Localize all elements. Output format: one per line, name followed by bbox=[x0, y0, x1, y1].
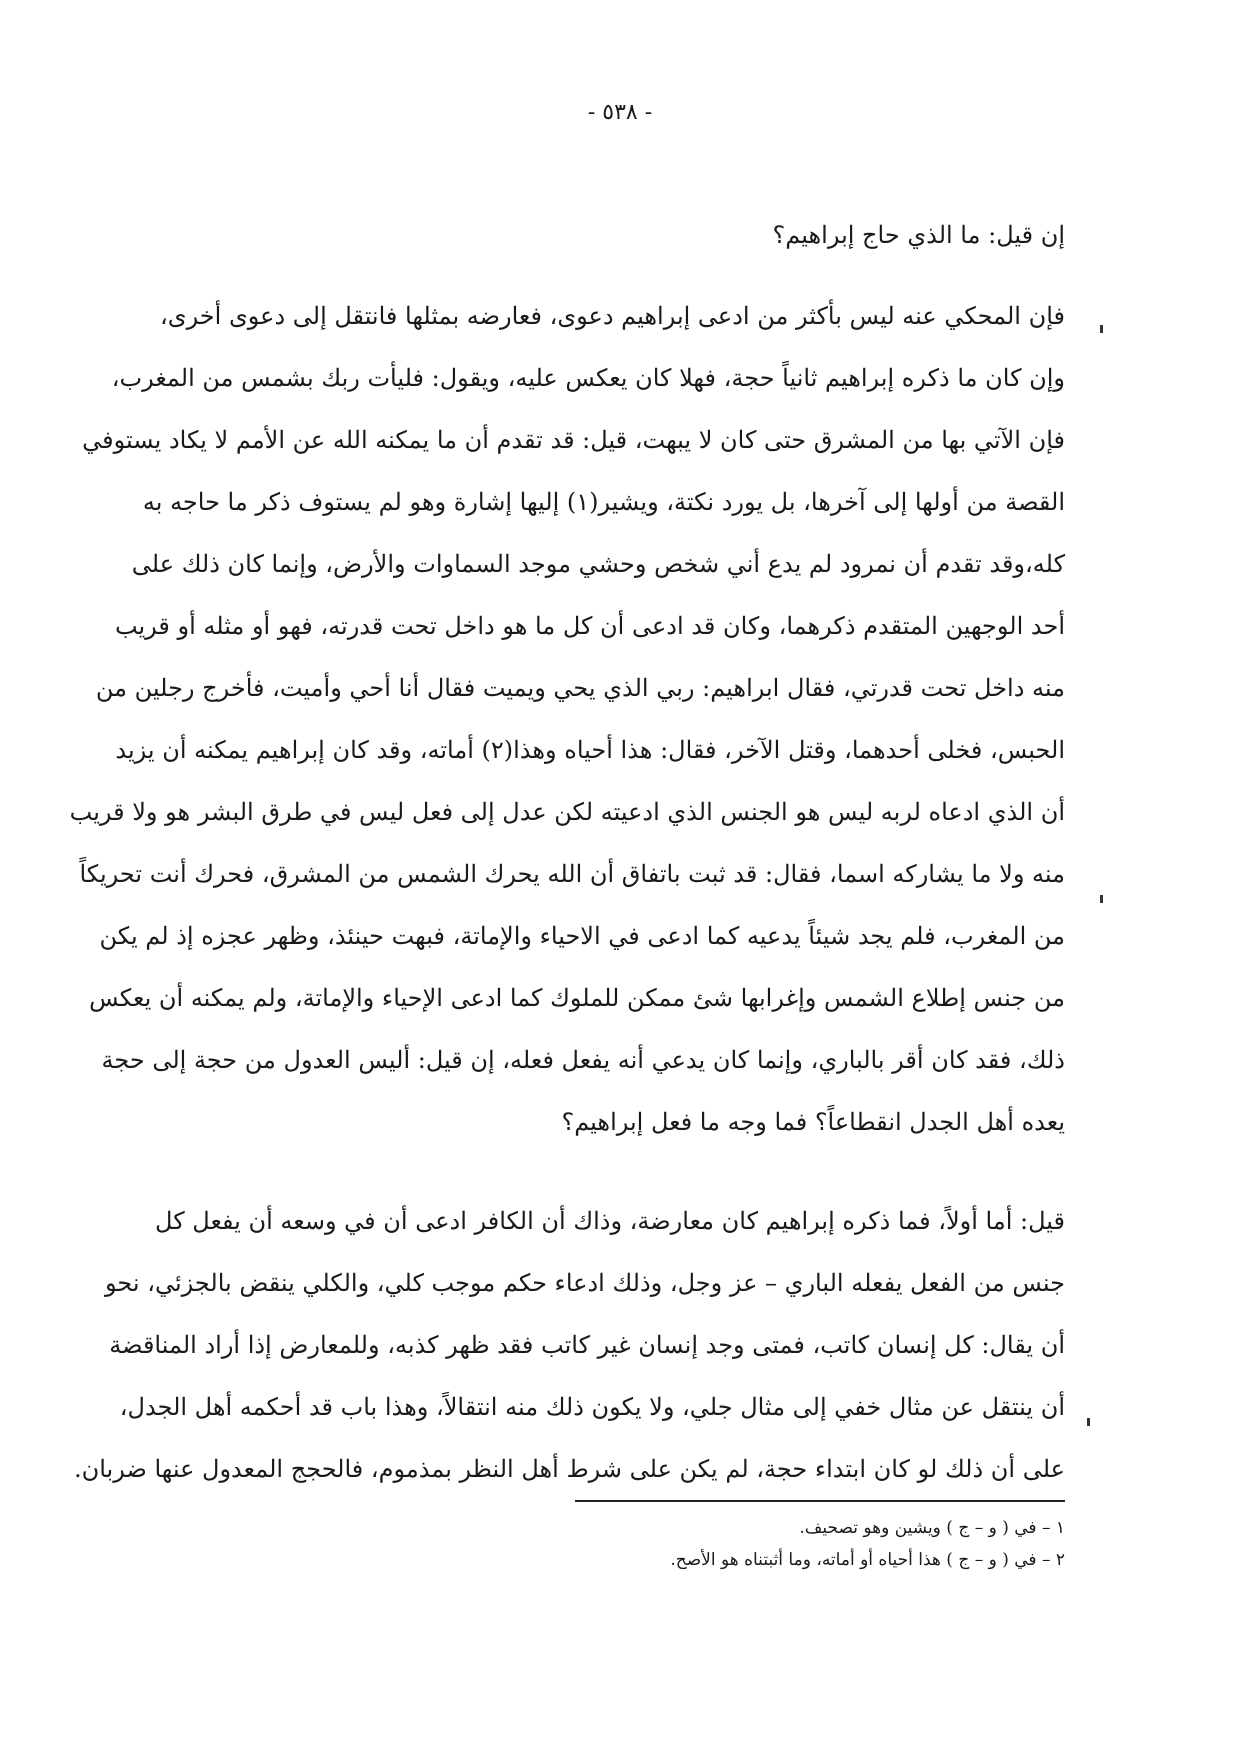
page-number: - ٥٣٨ - bbox=[587, 100, 653, 125]
margin-mark bbox=[1100, 325, 1103, 333]
paragraph-2 bbox=[73, 1190, 1065, 1500]
paragraph-line: أحد الوجهين المتقدم ذكرهما، وكان قد ادعى أن كل ما هو داخل تحت قدرته، فهو أو مثله أو قريب bbox=[114, 612, 1065, 640]
paragraph-line: من جنس إطلاع الشمس وإغرابها شئ ممكن للملوك كما ادعى الإحياء والإماتة، ولم يمكنه أن يعكس bbox=[89, 984, 1065, 1012]
paragraph-line: قيل: أما أولاً، فما ذكره إبراهيم كان معارضة، وذاك أن الكافر ادعى أن في وسعه أن يفعل كل bbox=[155, 1207, 1065, 1235]
footnote-1: ١ – في ( و – ج ) ويشين وهو تصحيف. bbox=[799, 1518, 1065, 1538]
paragraph-line: كله،وقد تقدم أن نمرود لم يدع أني شخص وحشي موجد السماوات والأرض، وإنما كان ذلك على bbox=[131, 550, 1065, 578]
question-heading bbox=[160, 205, 1065, 265]
margin-mark bbox=[1100, 895, 1103, 903]
margin-mark bbox=[1087, 1418, 1090, 1426]
footnotes bbox=[160, 1512, 1065, 1576]
paragraph-line: على أن ذلك لو كان ابتداء حجة، لم يكن على شرط أهل النظر بمذموم، فالحجج المعدول عنها ضربان. bbox=[73, 1455, 1065, 1483]
paragraph-line: وإن كان ما ذكره إبراهيم ثانياً حجة، فهلا كان يعكس عليه، ويقول: فليأت ربك بشمس من المغرب، bbox=[111, 364, 1065, 392]
paragraph-line: أن يقال: كل إنسان كاتب، فمتى وجد إنسان غير كاتب فقد ظهر كذبه، وللمعارض إذا أراد المناقضة bbox=[109, 1331, 1065, 1359]
paragraph-line: أن الذي ادعاه لربه ليس هو الجنس الذي ادعيته لكن عدل إلى فعل ليس في طرق البشر هو ولا قريب bbox=[69, 798, 1065, 826]
paragraph-line: يعده أهل الجدل انقطاعاً؟ فما وجه ما فعل إبراهيم؟ bbox=[561, 1108, 1065, 1136]
paragraph-line: منه ولا ما يشاركه اسما، فقال: قد ثبت باتفاق أن الله يحرك الشمس من المشرق، فحرك أنت تحريكاً bbox=[79, 860, 1065, 888]
paragraph-line: فإن المحكي عنه ليس بأكثر من ادعى إبراهيم دعوى، فعارضه بمثلها فانتقل إلى دعوى أخرى، bbox=[160, 302, 1065, 330]
footnote-2: ٢ – في ( و – ج ) هذا أحياه أو أماته، وما أثبتناه هو الأصح. bbox=[670, 1550, 1065, 1570]
paragraph-line: ذلك، فقد كان أقر بالباري، وإنما كان يدعي أنه يفعل فعله، إن قيل: أليس العدول من حجة إلى حجة bbox=[101, 1046, 1065, 1074]
paragraph-line: فإن الآتي بها من المشرق حتى كان لا يبهت، قيل: قد تقدم أن ما يمكنه الله عن الأمم لا يكاد يستوفي bbox=[82, 426, 1065, 454]
paragraph-line: منه داخل تحت قدرتي، فقال ابراهيم: ربي الذي يحي ويميت فقال أنا أحي وأميت، فأخرج رجلين من bbox=[95, 674, 1065, 702]
paragraph-line: القصة من أولها إلى آخرها، بل يورد نكتة، ويشير(١) إليها إشارة وهو لم يستوف ذكر ما حاجه به bbox=[142, 488, 1065, 516]
paragraph-line: الحبس، فخلى أحدهما، وقتل الآخر، فقال: هذا أحياه وهذا(٢) أماته، وقد كان إبراهيم يمكنه أن يزيد bbox=[115, 736, 1065, 764]
paragraph-line: جنس من الفعل يفعله الباري – عز وجل، وذلك ادعاء حكم موجب كلي، والكلي ينقض بالجزئي، نحو bbox=[105, 1269, 1065, 1297]
question-line: إن قيل: ما الذي حاج إبراهيم؟ bbox=[772, 221, 1065, 249]
paragraph-line: أن ينتقل عن مثال خفي إلى مثال جلي، ولا يكون ذلك منه انتقالاً، وهذا باب قد أحكمه أهل الجدل، bbox=[119, 1393, 1065, 1421]
paragraph-line: من المغرب، فلم يجد شيئاً يدعيه كما ادعى في الاحياء والإماتة، فبهت حينئذ، وظهر عجزه إذ لم يكن bbox=[99, 922, 1065, 950]
paragraph-1 bbox=[69, 285, 1065, 1153]
footnote-divider bbox=[575, 1500, 1065, 1502]
